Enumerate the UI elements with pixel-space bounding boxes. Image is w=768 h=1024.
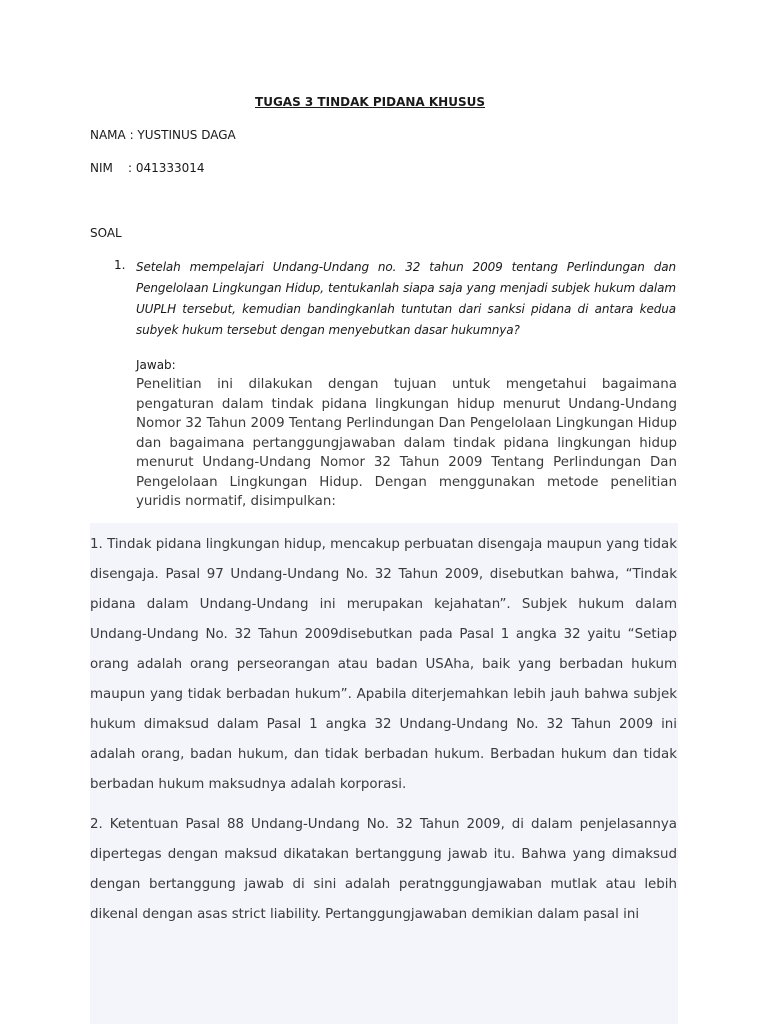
soal-heading: SOAL	[90, 226, 122, 240]
student-nim	[90, 161, 205, 175]
question-number: 1.	[114, 258, 126, 272]
nim-label: NIM	[90, 161, 113, 175]
answer-label: Jawab:	[136, 358, 176, 372]
answer-paragraph-1: 1. Tindak pidana lingkungan hidup, mencakup perbuatan disengaja maupun yang tidak disengaja. Pasal 97 Undang-Undang No. 32 Tahun 2009, disebutkan bahwa, “Tindak pidana dalam Undang-Undang ini merupakan kejahatan”. Subjek hukum dalam Undang-Undang No. 32 Tahun 2009disebutkan pada Pasal 1 angka 32 yaitu “Setiap orang adalah orang perseorangan atau badan USAha, baik yang berbadan hukum maupun yang tidak berbadan hukum”. Apabila diterjemahkan lebih jauh bahwa subjek hukum dimaksud dalam Pasal 1 angka 32 Undang-Undang No. 32 Tahun 2009 ini adalah orang, badan hukum, dan tidak berbadan hukum. Berbadan hukum dan tidak berbadan hukum maksudnya adalah korporasi.	[90, 537, 677, 792]
nim-value: : 041333014	[128, 161, 205, 175]
answer-paragraph-2: 2. Ketentuan Pasal 88 Undang-Undang No. 32 Tahun 2009, di dalam penjelasannya dipertegas dengan maksud dikatakan bertanggung jawab itu. Bahwa yang dimaksud dengan bertanggung jawab di sini adalah peratnggungjawaban mutlak atau lebih dikenal dengan asas strict liability. Pertanggungjawaban demikian dalam pasal ini	[90, 817, 677, 922]
answer-intro: Penelitian ini dilakukan dengan tujuan untuk mengetahui bagaimana pengaturan dalam tindak pidana lingkungan hidup menurut Undang-Undang Nomor 32 Tahun 2009 Tentang Perlindungan Dan Pengelolaan Lingkungan Hidup dan bagaimana pertanggungjawaban dalam tindak pidana lingkungan hidup menurut Undang-Undang Nomor 32 Tahun 2009 Tentang Perlindungan Dan Pengelolaan Lingkungan Hidup. Dengan menggunakan metode penelitian yuridis normatif, disimpulkan:	[136, 377, 677, 509]
student-name: NAMA : YUSTINUS DAGA	[90, 128, 236, 142]
question-text: Setelah mempelajari Undang-Undang no. 32 tahun 2009 tentang Perlindungan dan Pengelolaan Lingkungan Hidup, tentukanlah siapa saja yang menjadi subjek hukum dalam UUPLH tersebut, kemudian bandingkanlah tuntutan dari sanksi pidana di antara kedua subyek hukum tersebut dengan menyebutkan dasar hukumnya?	[136, 260, 676, 337]
document-title: TUGAS 3 TINDAK PIDANA KHUSUS	[255, 95, 485, 109]
